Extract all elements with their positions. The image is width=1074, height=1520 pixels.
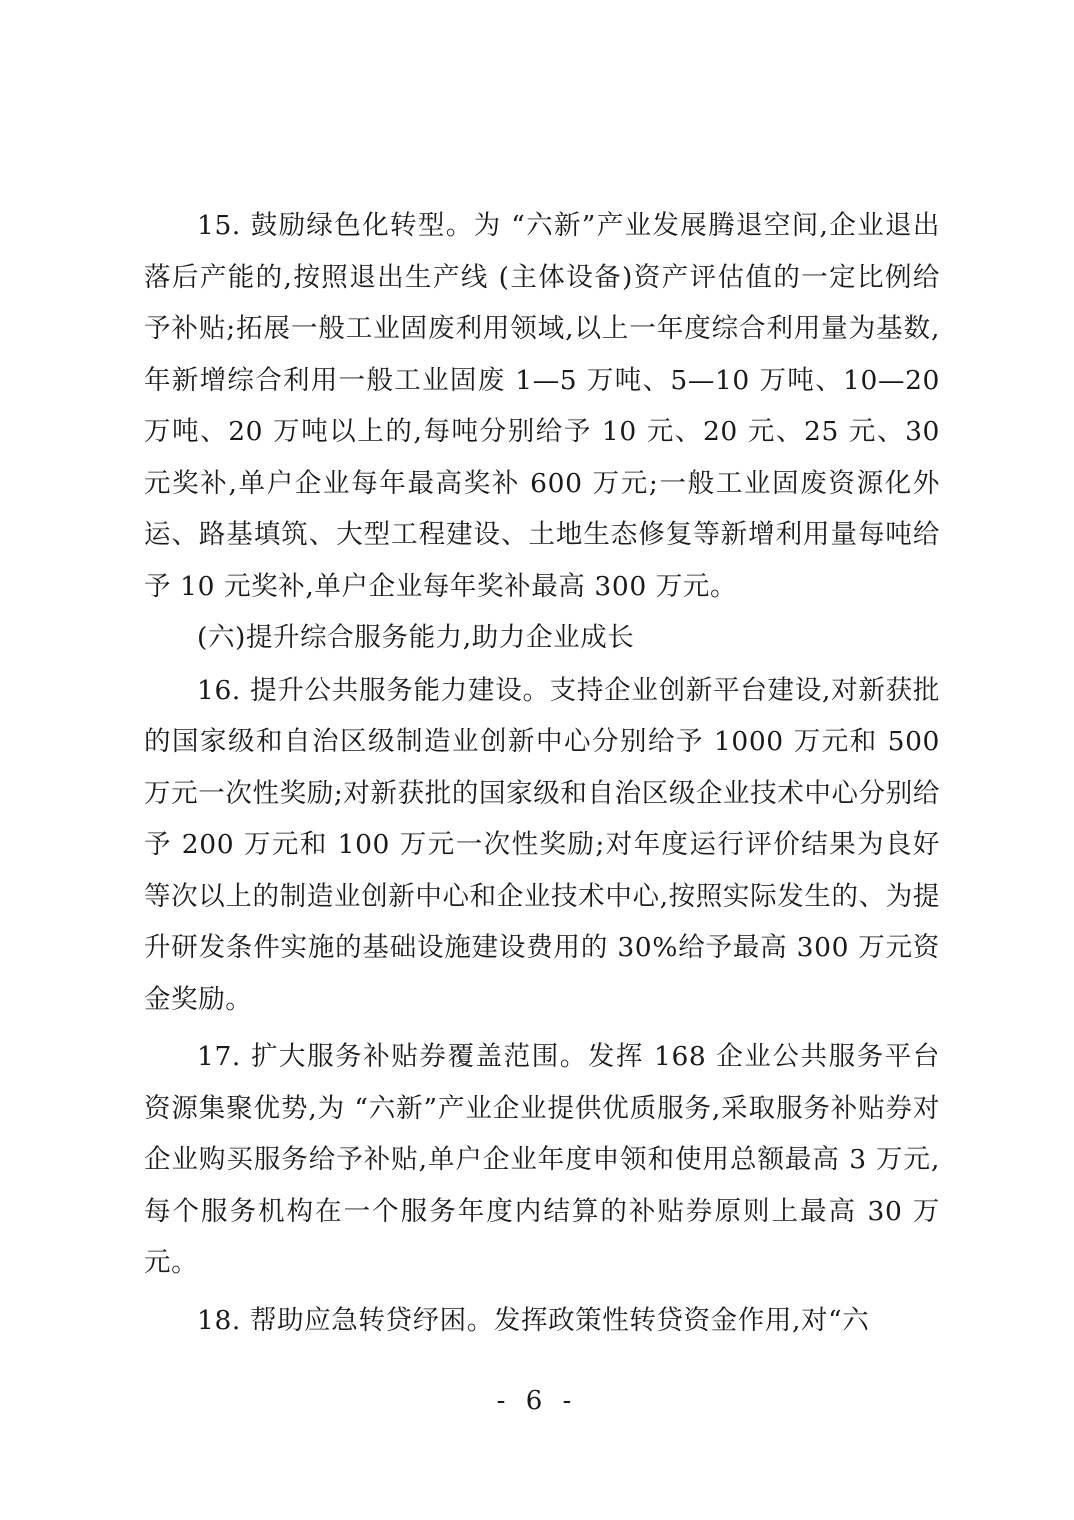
body-text: [144, 200, 940, 1346]
paragraph-17-service-voucher: 17. 扩大服务补贴券覆盖范围。发挥 168 企业公共服务平台资源集聚优势,为 “六新”产业企业提供优质服务,采取服务补贴券对企业购买服务给予补贴,单户企业年度申领和使用总额最高 3 万元,每个服务机构在一个服务年度内结算的补贴券原则上最高 30 万元。: [144, 1041, 940, 1278]
section-heading-six: (六)提升综合服务能力,助力企业成长: [197, 622, 635, 653]
page-number: - 6 -: [496, 1386, 578, 1416]
paragraph-16-public-service: 16. 提升公共服务能力建设。支持企业创新平台建设,对新获批的国家级和自治区级制造业创新中心分别给予 1000 万元和 500 万元一次性奖励;对新获批的国家级和自治区级企业技术中心分别给予 200 万元和 100 万元一次性奖励;对年度运行评价结果为良好等次以上的制造业创新中心和企业技术中心,按照实际发生的、为提升研发条件实施的基础设施建设费用的 30%给予最高 300 万元资金奖励。: [144, 674, 940, 1015]
paragraph-18-emergency-loan: 18. 帮助应急转贷纾困。发挥政策性转贷资金作用,对“六: [197, 1304, 870, 1336]
paragraph-15-green-transformation: 15. 鼓励绿色化转型。为 “六新”产业发展腾退空间,企业退出落后产能的,按照退出生产线 (主体设备)资产评估值的一定比例给予补贴;拓展一般工业固废利用领域,以上一年度综合利用量为基数,年新增综合利用一般工业固废 1—5 万吨、5—10 万吨、10—20 万吨、20 万吨以上的,每吨分别给予 10 元、20 元、25 元、30 元奖补,单户企业每年最高奖补 600 万元;一般工业固废资源化外运、路基填筑、大型工程建设、土地生态修复等新增利用量每吨给予 10 元奖补,单户企业每年奖补最高 300 万元。: [144, 210, 940, 602]
